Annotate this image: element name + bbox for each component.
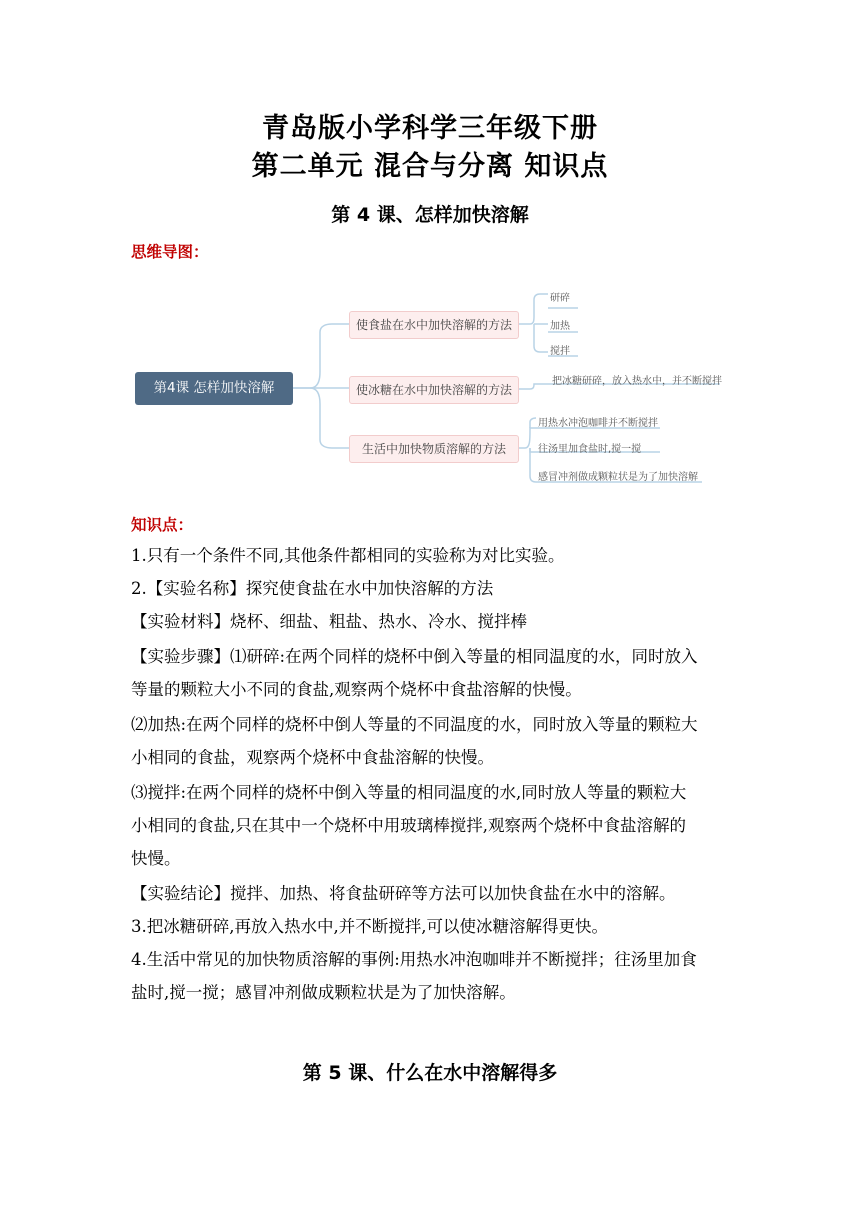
lesson5-heading: 第 5 课、什么在水中溶解得多 bbox=[302, 1062, 558, 1084]
knowledge-point-4-line1: 4.生活中常见的加快物质溶解的事例:用热水冲泡咖啡并不断搅拌；往汤里加食 bbox=[131, 950, 697, 969]
knowledge-point-4-line2: 盐时,搅一搅；感冒冲剂做成颗粒状是为了加快溶解。 bbox=[131, 983, 516, 1002]
lesson4-heading: 第 4 课、怎样加快溶解 bbox=[331, 204, 529, 226]
mind-map-leaf: 研碎 bbox=[550, 293, 570, 304]
experiment-heat-line1: ⑵加热:在两个同样的烧杯中倒人等量的不同温度的水，同时放入等量的颗粒大 bbox=[131, 715, 698, 734]
mind-map-leaf: 往汤里加食盐时,搅一搅 bbox=[538, 444, 642, 455]
experiment-heat-line2: 小相同的食盐，观察两个烧杯中食盐溶解的快慢。 bbox=[131, 748, 494, 767]
mind-map-branch-salt: 使食盐在水中加快溶解的方法 bbox=[349, 311, 519, 339]
experiment-steps-line1: 【实验步骤】⑴研碎:在两个同样的烧杯中倒入等量的相同温度的水，同时放入 bbox=[131, 647, 698, 666]
mind-map-root-node: 第4课 怎样加快溶解 bbox=[135, 372, 293, 405]
knowledge-point-3: 3.把冰糖研碎,再放入热水中,并不断搅拌,可以使冰糖溶解得更快。 bbox=[131, 917, 608, 936]
experiment-stir-line2: 小相同的食盐,只在其中一个烧杯中用玻璃棒搅拌,观察两个烧杯中食盐溶解的 bbox=[131, 816, 686, 835]
mind-map-leaf: 感冒冲剂做成颗粒状是为了加快溶解 bbox=[538, 472, 698, 483]
mind-map bbox=[130, 280, 730, 490]
experiment-conclusion: 【实验结论】搅拌、加热、将食盐研碎等方法可以加快食盐在水中的溶解。 bbox=[131, 884, 676, 903]
experiment-materials: 【实验材料】烧杯、细盐、粗盐、热水、冷水、搅拌棒 bbox=[131, 612, 527, 631]
experiment-steps-line2: 等量的颗粒大小不同的食盐,观察两个烧杯中食盐溶解的快慢。 bbox=[131, 680, 582, 699]
document-title-line1: 青岛版小学科学三年级下册 bbox=[262, 113, 598, 144]
mind-map-branch-sugar: 使冰糖在水中加快溶解的方法 bbox=[349, 376, 519, 404]
mind-map-leaf: 搅拌 bbox=[550, 346, 570, 357]
mindmap-label: 思维导图： bbox=[131, 243, 209, 261]
experiment-stir-line1: ⑶搅拌:在两个同样的烧杯中倒入等量的相同温度的水,同时放人等量的颗粒大 bbox=[131, 783, 687, 802]
knowledge-point-2: 2.【实验名称】探究使食盐在水中加快溶解的方法 bbox=[131, 579, 494, 598]
knowledge-points-label: 知识点： bbox=[131, 516, 194, 534]
mind-map-branch-daily-life: 生活中加快物质溶解的方法 bbox=[349, 435, 519, 463]
mind-map-leaf: 加热 bbox=[550, 321, 570, 332]
experiment-stir-line3: 快慢。 bbox=[131, 849, 181, 868]
mind-map-leaf: 用热水冲泡咖啡并不断搅拌 bbox=[538, 418, 658, 429]
knowledge-point-1: 1.只有一个条件不同,其他条件都相同的实验称为对比实验。 bbox=[131, 546, 565, 565]
mind-map-leaf: 把冰糖研碎，放入热水中，并不断搅拌 bbox=[552, 376, 722, 387]
document-title-line2: 第二单元 混合与分离 知识点 bbox=[251, 151, 609, 182]
